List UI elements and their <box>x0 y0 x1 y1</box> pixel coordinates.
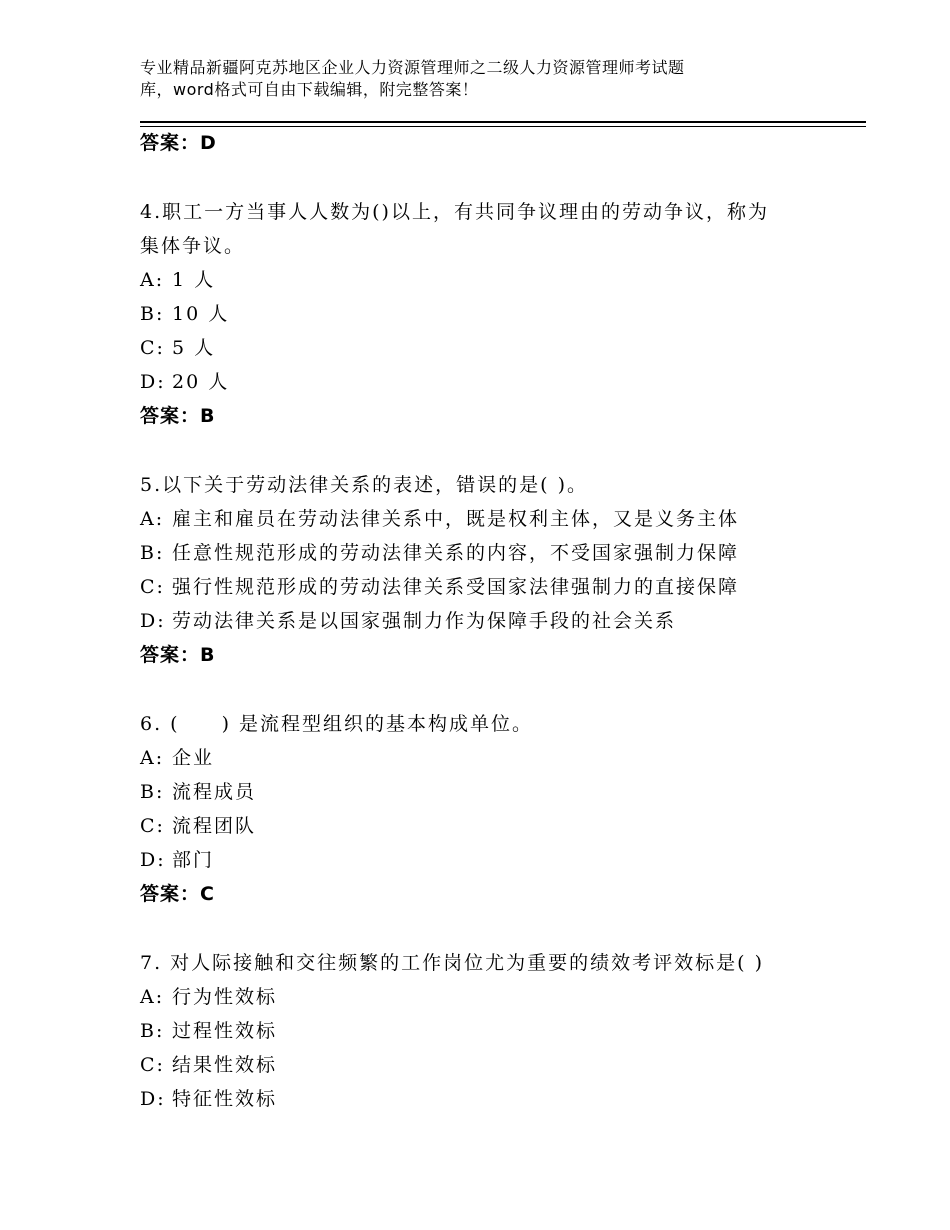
option-label: B: <box>140 1020 165 1042</box>
question-7-option-d <box>140 1084 277 1114</box>
option-label: C: <box>140 815 165 837</box>
question-5-text-line-1: 5.以下关于劳动法律关系的表述，错误的是( )。 <box>140 474 588 496</box>
option-text: 流程成员 <box>172 781 257 803</box>
question-5-option-c <box>140 572 739 602</box>
option-label: B: <box>140 303 165 325</box>
answer-q3: 答案：D <box>140 132 217 154</box>
option-label: A: <box>140 986 165 1008</box>
option-text: 10 人 <box>172 303 230 325</box>
question-7-option-b <box>140 1016 277 1046</box>
option-label: C: <box>140 1054 165 1076</box>
question-4-text-line-2: 集体争议。 <box>140 235 246 257</box>
option-label: D: <box>140 849 166 871</box>
answer-q6: 答案：C <box>140 883 215 905</box>
question-4-text-line-1: 4.职工一方当事人人数为()以上，有共同争议理由的劳动争议，称为 <box>140 201 769 223</box>
question-6-option-d <box>140 845 214 875</box>
option-text: 部门 <box>172 849 215 871</box>
option-label: C: <box>140 576 165 598</box>
answer-q5: 答案：B <box>140 644 216 666</box>
question-7-option-a <box>140 982 277 1012</box>
header-line-2: 库，word格式可自由下载编辑，附完整答案！ <box>140 80 479 99</box>
option-text: 企业 <box>172 747 215 769</box>
question-5-option-a <box>140 504 739 534</box>
option-label: D: <box>140 371 166 393</box>
question-5-option-d <box>140 606 676 636</box>
option-text: 过程性效标 <box>172 1020 278 1042</box>
option-label: D: <box>140 1088 166 1110</box>
option-label: C: <box>140 337 165 359</box>
option-text: 结果性效标 <box>172 1054 278 1076</box>
option-label: B: <box>140 781 165 803</box>
question-6-option-c <box>140 811 256 841</box>
answer-q4: 答案：B <box>140 405 216 427</box>
option-text: 任意性规范形成的劳动法律关系的内容，不受国家强制力保障 <box>172 542 740 564</box>
question-6-text-line-1: 6. ( ) 是流程型组织的基本构成单位。 <box>140 713 534 735</box>
option-text: 流程团队 <box>172 815 257 837</box>
option-text: 雇主和雇员在劳动法律关系中，既是权利主体，又是义务主体 <box>172 508 740 530</box>
option-label: A: <box>140 269 165 291</box>
question-7-option-c <box>140 1050 277 1080</box>
option-text: 20 人 <box>172 371 230 393</box>
question-5-option-b <box>140 538 739 568</box>
option-label: D: <box>140 610 166 632</box>
option-label: A: <box>140 747 165 769</box>
question-4-option-c <box>140 333 215 363</box>
page-header <box>140 57 820 101</box>
option-text: 特征性效标 <box>172 1088 278 1110</box>
header-line-1: 专业精品新疆阿克苏地区企业人力资源管理师之二级人力资源管理师考试题 <box>140 58 685 77</box>
question-7-text-line-1: 7. 对人际接触和交往频繁的工作岗位尤为重要的绩效考评效标是( ) <box>140 952 765 974</box>
header-rule-thin <box>140 126 866 127</box>
question-6-option-a <box>140 743 214 773</box>
option-text: 强行性规范形成的劳动法律关系受国家法律强制力的直接保障 <box>172 576 740 598</box>
option-text: 行为性效标 <box>172 986 278 1008</box>
question-4-option-b <box>140 299 229 329</box>
header-rule-thick <box>140 121 866 123</box>
option-text: 劳动法律关系是以国家强制力作为保障手段的社会关系 <box>172 610 677 632</box>
question-6-option-b <box>140 777 256 807</box>
option-label: B: <box>140 542 165 564</box>
option-text: 5 人 <box>172 337 216 359</box>
option-text: 1 人 <box>172 269 216 291</box>
question-4-option-a <box>140 265 215 295</box>
option-label: A: <box>140 508 165 530</box>
question-4-option-d <box>140 367 229 397</box>
